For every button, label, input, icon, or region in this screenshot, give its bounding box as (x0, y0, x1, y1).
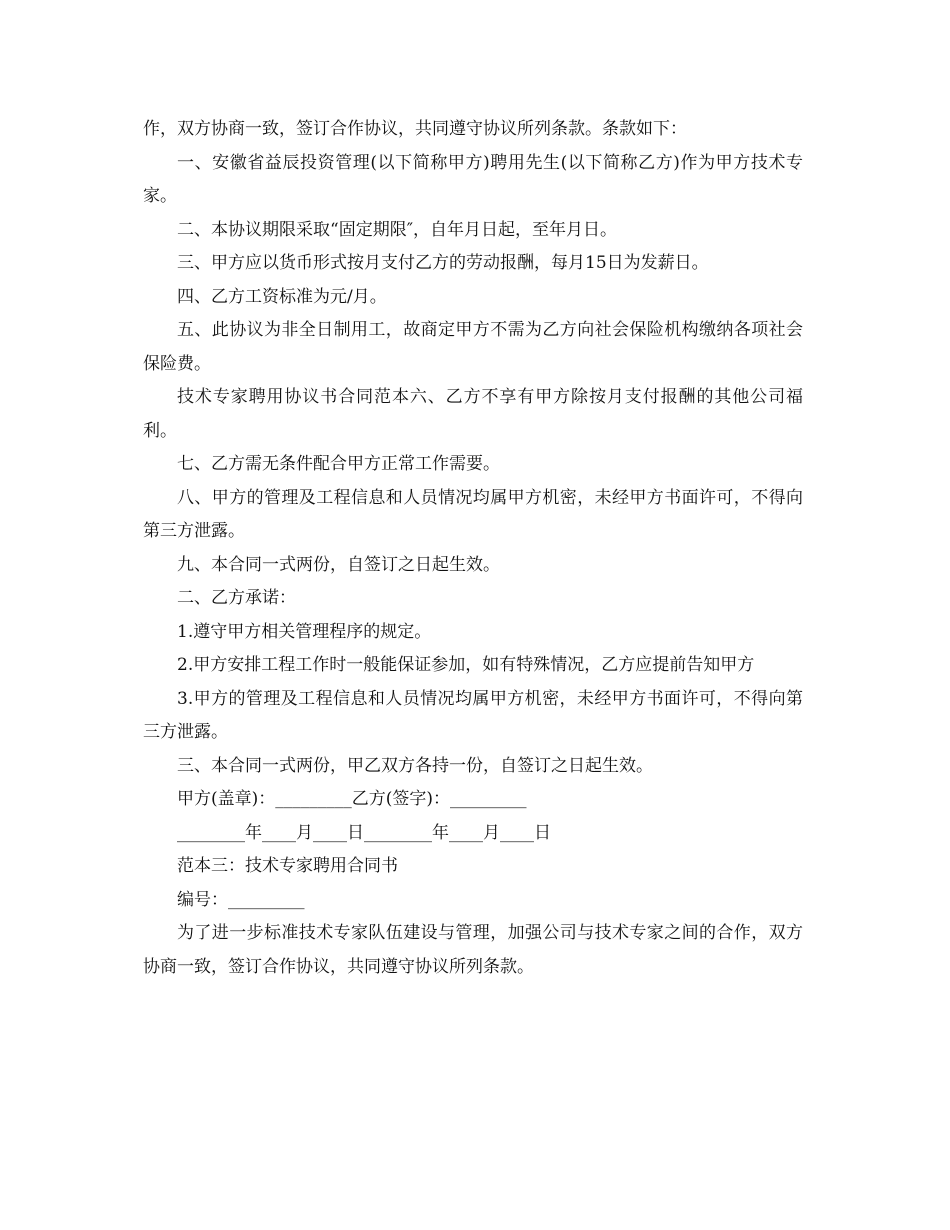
clause-4-salary: 四、乙方工资标准为元/月。 (177, 286, 387, 307)
clause-6-benefits: 技术专家聘用协议书合同范本六、乙方不享有甲方除按月支付报酬的其他公司福利。 (143, 387, 803, 441)
clause-3-payment: 三、甲方应以货币形式按月支付乙方的劳动报酬，每月15日为发薪日。 (177, 253, 709, 273)
document-number: 编号：_________ (177, 889, 305, 910)
clause-7-cooperation: 七、乙方需无条件配合甲方正常工作需要。 (177, 454, 500, 474)
section-effective: 三、本合同一式两份，甲乙双方各持一份，自签订之日起生效。 (177, 755, 653, 776)
promise-3: 3.甲方的管理及工程信息和人员情况均属甲方机密，未经甲方书面许可，不得向第三方泄露。 (143, 688, 803, 742)
section-party-b-promises: 二、乙方承诺： (177, 588, 296, 608)
date-line: ________年____月____日________年____月____日 (177, 822, 551, 843)
template-3-title: 范本三：技术专家聘用合同书 (177, 856, 398, 876)
clause-9-effective: 九、本合同一式两份，自签订之日起生效。 (177, 554, 500, 575)
clause-1-employment: 一、安徽省益辰投资管理(以下简称甲方)聘用先生(以下简称乙方)作为甲方技术专家。 (143, 152, 803, 206)
paragraph-continuation: 作，双方协商一致，签订合作协议，共同遵守协议所列条款。条款如下： (143, 119, 687, 139)
document-body (143, 113, 803, 984)
clause-5-insurance: 五、此协议为非全日制用工，故商定甲方不需为乙方向社会保险机构缴纳各项社会保险费。 (143, 320, 803, 374)
promise-1: 1.遵守甲方相关管理程序的规定。 (177, 621, 432, 642)
clause-2-term: 二、本协议期限采取“固定期限″，自年月日起，至年月日。 (177, 219, 618, 240)
template-3-intro: 为了进一步标准技术专家队伍建设与管理，加强公司与技术专家之间的合作，双方协商一致，签订合作协议，共同遵守协议所列条款。 (143, 923, 803, 977)
clause-8-confidentiality: 八、甲方的管理及工程信息和人员情况均属甲方机密，未经甲方书面许可，不得向第三方泄露。 (143, 487, 803, 541)
signature-line: 甲方(盖章)：_________乙方(签字)：_________ (177, 789, 527, 809)
promise-2: 2.甲方安排工程工作时一般能保证参加，如有特殊情况，乙方应提前告知甲方 (177, 655, 755, 675)
